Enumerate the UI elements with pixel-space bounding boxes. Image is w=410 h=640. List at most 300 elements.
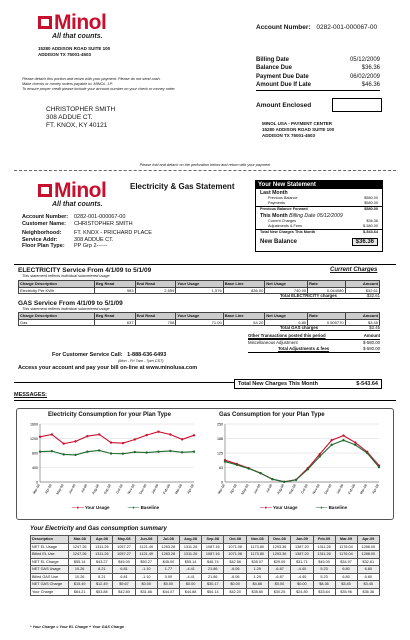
total-new-charges-label: Total New Charges This Month [238, 381, 318, 387]
data-point [39, 450, 41, 452]
table-cell: $3.45 [357, 581, 379, 589]
x-tick-label: Jan-09 [150, 483, 160, 495]
adjustments-label: Adjustments & Fees [268, 224, 302, 228]
x-tick-label: Mar-09 [174, 483, 184, 495]
perforation-line [14, 170, 396, 171]
data-point [366, 452, 368, 454]
data-point [224, 460, 226, 462]
table-cell: 1057.27 [113, 543, 135, 551]
table-header: Net Usage [265, 313, 308, 320]
table-cell: $32.61 [357, 558, 379, 566]
table-cell: 1.29 [246, 573, 268, 581]
data-point [62, 453, 64, 455]
online-access-link[interactable]: Access your account and pay your bill on-line at www.minolusa.com [18, 365, 198, 371]
legend-usage-swatch-icon: —●— [260, 505, 272, 510]
table-cell: 1176.04 [335, 543, 357, 551]
detach-note: Please fold and detach on the perforation below and return with your payment [139, 163, 271, 167]
table-header: Jul-08 [157, 536, 179, 544]
data-point [51, 433, 53, 435]
x-tick-label: Sep-08 [288, 483, 297, 495]
account-number-label: Account Number: [22, 214, 69, 220]
table-cell: 6.80 [265, 319, 308, 326]
table-cell: 1.77 [157, 566, 179, 574]
table-header: Amount [345, 313, 379, 320]
other-total-value: $-580.00 [363, 346, 380, 351]
divider [14, 382, 235, 383]
x-tick-label: Oct-08 [300, 483, 309, 495]
payments-value: $580.00 [364, 201, 378, 205]
table-row [31, 581, 380, 589]
table-cell: $44.07 [157, 588, 179, 596]
new-statement-box [255, 180, 383, 252]
data-point [193, 434, 195, 436]
table-cell: $0.00 [291, 581, 313, 589]
electricity-section-title: ELECTRICITY Service From 4/1/09 to 5/1/09 [18, 267, 152, 274]
data-point [122, 442, 124, 444]
neighborhood-label: Neighborhood: [22, 230, 62, 236]
data-point [145, 434, 147, 436]
electricity-total [280, 293, 380, 299]
table-cell: 1087.16 [202, 551, 224, 559]
data-point [110, 441, 112, 443]
gas-chart-title: Gas Consumption for your Plan Type [219, 412, 325, 418]
table-cell: 6.81 [113, 573, 135, 581]
other-row-label: Miscellaneous Adjustment [248, 340, 298, 345]
table-header: Jun-08 [135, 536, 157, 544]
table-cell: $24.80 [291, 588, 313, 596]
table-cell: NET EL Usage [31, 543, 69, 551]
table-cell: Electricity Per KWh [19, 287, 95, 294]
table-cell: -6.87 [268, 573, 290, 581]
amount-enclosed-label: Amount Enclosed [256, 102, 312, 109]
table-row [31, 558, 380, 566]
data-point [295, 479, 297, 481]
prev-forward-value: $580.00 [364, 207, 378, 211]
electricity-total-value: $32.61 [366, 293, 380, 298]
table-header: Dec-08 [268, 536, 290, 544]
table-cell: 1387.20 [291, 543, 313, 551]
table-cell: $8.36 [313, 581, 335, 589]
total-new-value: $-543.64 [363, 230, 378, 234]
table-cell: 10.26 [69, 573, 91, 581]
billing-date-value: 05/12/2009 [349, 57, 380, 63]
table-cell: 1263.28 [157, 551, 179, 559]
remit-to-address [262, 121, 334, 139]
x-tick-label: Mar-08 [32, 483, 41, 495]
y-tick-label: 250 [217, 422, 223, 427]
table-row [31, 543, 380, 551]
table-cell: -4.40 [291, 566, 313, 574]
x-tick-label: Aug-08 [276, 483, 286, 495]
table-header: Charge Description [19, 281, 95, 288]
data-point [378, 466, 380, 468]
data-point [62, 442, 64, 444]
x-tick-label: Nov-08 [311, 483, 321, 495]
legend-baseline [316, 505, 348, 510]
data-point [122, 453, 124, 455]
customer-name: CHRISTOPHER SMITH [46, 106, 116, 113]
table-cell: 1057.27 [113, 551, 135, 559]
x-tick-label: Feb-09 [162, 483, 172, 495]
table-cell: $55.14 [180, 558, 202, 566]
neighborhood-value: FT. KNOX - PRICHARD PLACE [74, 230, 152, 236]
brand-name: Minol [54, 179, 107, 202]
table-header: End Read [135, 281, 176, 288]
account-number-header [256, 24, 377, 31]
remit-to-line: ADDISON TX 75001-4503 [262, 133, 316, 138]
table-header: Base Line [223, 281, 265, 288]
customer-city: FT. KNOX, KY 40121 [46, 122, 108, 129]
table-header: Amount [345, 281, 379, 288]
table-cell: 6.80 [335, 566, 357, 574]
payment-due-value: 06/02/2009 [349, 73, 380, 80]
table-cell: 21.86 [202, 566, 224, 574]
table-cell: $0.00 [180, 581, 202, 589]
data-point [342, 439, 344, 441]
table-header: Nov-08 [246, 536, 268, 544]
data-point [307, 468, 309, 470]
x-tick-label: Jun-08 [252, 483, 262, 495]
table-cell: 6.80 [357, 573, 379, 581]
brand-tagline: All that counts. [52, 201, 103, 208]
table-cell: $53.88 [91, 588, 113, 596]
electricity-chart [20, 420, 200, 502]
x-tick-label: Feb-09 [347, 483, 357, 495]
gas-table [18, 312, 380, 326]
table-header: Base Line [223, 313, 265, 320]
table-cell: Billed EL Use [31, 551, 69, 559]
legend-baseline-swatch-icon: —●— [315, 505, 328, 510]
data-point [193, 450, 195, 452]
customer-name-label: Customer Name: [22, 220, 67, 227]
data-point [145, 451, 147, 453]
data-point [169, 450, 171, 452]
table-cell: 1387.20 [291, 551, 313, 559]
table-cell: 1071.08 [224, 551, 246, 559]
table-cell: 1121.49 [135, 543, 157, 551]
remit-to-line: 15280 ADDISON ROAD SUITE 100 [262, 127, 335, 132]
divider [14, 400, 396, 401]
service-addr-value: 308 ADDUE CT. [74, 236, 114, 243]
table-cell: 5.23 [313, 566, 335, 574]
table-cell: 5.23 [313, 573, 335, 581]
table-cell: 1311.26 [180, 551, 202, 559]
x-tick-label: Jul-08 [265, 483, 274, 494]
table-cell: 1311.26 [313, 551, 335, 559]
table-cell: 1311.26 [91, 543, 113, 551]
table-cell: 1293.36 [268, 551, 290, 559]
x-tick-label: May-08 [55, 483, 65, 496]
legend-baseline [128, 505, 160, 510]
current-charges-value: $36.36 [366, 219, 378, 223]
current-charges-heading: Current Charges [330, 267, 378, 273]
table-cell: $4.86 [246, 581, 268, 589]
table-cell: $0.00 [135, 581, 157, 589]
x-tick-label: Apr-09 [186, 483, 195, 495]
legend-usage-label: Your Usage [272, 505, 298, 510]
x-tick-label: May-08 [240, 483, 250, 496]
table-header: Apr-08 [91, 536, 113, 544]
table-header: Sep-08 [202, 536, 224, 544]
table-cell: NET EL Charge [31, 558, 69, 566]
billing-summary [256, 56, 380, 89]
table-cell: $12.49 [91, 581, 113, 589]
messages-label: MESSAGES: [14, 392, 48, 398]
account-label: Account Number: [256, 24, 311, 31]
table-cell: -1.10 [135, 573, 157, 581]
balance-due-value: $36.36 [361, 65, 380, 72]
table-cell: 2,559 [135, 287, 176, 294]
account-number-value: 0282-001-000067-00 [74, 214, 126, 220]
table-cell: 1263.28 [157, 543, 179, 551]
table-cell: 1293.36 [268, 543, 290, 551]
new-balance-label: New Balance [260, 239, 298, 245]
y-tick-label: 800 [32, 451, 38, 456]
table-cell: 0.044080 [308, 287, 345, 294]
x-tick-label: Apr-08 [229, 483, 238, 495]
account-details [22, 214, 152, 250]
payments-label: Payments [268, 201, 285, 205]
new-statement-title: Your New Statement [256, 181, 382, 189]
table-cell: $64.21 [69, 588, 91, 596]
table-header: Your Usage [176, 313, 223, 320]
y-tick-label: 125 [217, 451, 223, 456]
x-tick-label: Oct-08 [115, 483, 124, 495]
customer-name-value: CHRISTOPHER SMITH [74, 220, 133, 227]
table-cell: 1311.26 [313, 543, 335, 551]
table-cell: Billed GAS Use [31, 573, 69, 581]
table-header: Feb-09 [313, 536, 335, 544]
x-tick-label: Nov-08 [126, 483, 136, 495]
table-cell: 1173.80 [246, 551, 268, 559]
data-point [86, 450, 88, 452]
x-tick-label: Mar-08 [217, 483, 226, 495]
table-cell: $33.64 [313, 588, 335, 596]
table-cell: 1087.16 [202, 543, 224, 551]
data-point [271, 478, 273, 480]
adjustments-value: $-580.00 [363, 224, 378, 228]
new-balance-value: $36.36 [352, 238, 378, 246]
data-point [330, 444, 332, 446]
divider [256, 90, 380, 91]
table-cell: 21.86 [202, 573, 224, 581]
table-cell: 1173.80 [246, 543, 268, 551]
table-cell: 8.21 [91, 573, 113, 581]
table-cell: $42.20 [224, 588, 246, 596]
table-cell: 8.21 [91, 566, 113, 574]
cs-hours: (Mon - Fri 7am - 7pm CST) [118, 359, 164, 363]
logo-mark-icon [38, 16, 52, 29]
brand-tagline: All that counts. [52, 33, 103, 40]
last-month-label: Last Month [260, 190, 288, 196]
this-month-label: This Month [260, 213, 288, 219]
table-cell: $54.14 [202, 588, 224, 596]
gas-note: This statement reflects individual submetered usage [22, 307, 110, 311]
data-point [134, 451, 136, 453]
legend-usage [260, 505, 298, 510]
amount-late-label: Amount Due If Late [256, 81, 311, 88]
legend-usage [72, 505, 110, 510]
return-address [38, 46, 110, 58]
service-addr-label: Service Addr: [22, 236, 58, 243]
table-header: Your Usage [176, 281, 223, 288]
summary-title: Your Electricity and Gas consumption summary [30, 526, 167, 532]
gas-total-value: $3.45 [369, 325, 380, 330]
table-cell: $31.71 [291, 558, 313, 566]
x-tick-label: Jun-08 [67, 483, 77, 495]
current-charges-label: Current Charges [268, 219, 297, 223]
legend-usage-label: Your Usage [84, 505, 110, 510]
table-header: Jan-09 [291, 536, 313, 544]
table-header: Oct-08 [224, 536, 246, 544]
table-header: Mar-09 [335, 536, 357, 544]
electricity-legend [72, 505, 159, 510]
table-cell: Gas [19, 319, 95, 326]
table-cell: $43.27 [91, 558, 113, 566]
electricity-total-label: Total ELECTRICITY charges [280, 293, 337, 298]
total-new-charges-value: $-543.64 [356, 381, 378, 387]
table-cell: $30.25 [268, 588, 290, 596]
table-cell: 1247.26 [69, 543, 91, 551]
minol-logo-statement [38, 180, 106, 201]
floor-plan-label: Floor Plan Type: [22, 243, 65, 249]
table-cell: -4.41 [180, 573, 202, 581]
data-point [51, 450, 53, 452]
table-row [31, 573, 380, 581]
customer-service [52, 352, 166, 358]
statement-title: Electricity & Gas Statement [130, 182, 235, 191]
data-point [330, 439, 332, 441]
remit-note-line: To ensure proper credit please include your account number on your check or money order. [22, 87, 176, 91]
gas-total-label: Total GAS charges [280, 325, 319, 330]
x-tick-label: Jul-08 [80, 483, 89, 494]
electricity-note: This statement reflects individual submetered usage [22, 274, 110, 278]
table-cell: 1247.26 [69, 551, 91, 559]
table-cell: 1288.00 [357, 543, 379, 551]
table-cell: 708 [135, 319, 176, 326]
statement-billing-date-label: Billing Date [289, 213, 316, 219]
table-cell: $42.80 [113, 588, 135, 596]
other-amount-label: Amount [363, 333, 380, 338]
legend-usage-swatch-icon: —●— [72, 505, 84, 510]
x-tick-label: Dec-08 [138, 483, 148, 495]
table-header: Rate [308, 313, 345, 320]
table-cell: NET GAS Charge [31, 581, 69, 589]
remit-note-line: Make checks or money orders payable to: MINOL, LP. [22, 82, 113, 86]
summary-footnote: * Your Charge = Your EL Charge + Your GAS Charge [30, 625, 125, 629]
payment-due-label: Payment Due Date [256, 73, 309, 80]
table-cell: -6.87 [268, 566, 290, 574]
table-cell: $35.96 [335, 588, 357, 596]
table-cell: 983 [94, 287, 135, 294]
table-cell: $3.45 [335, 581, 357, 589]
data-point [354, 441, 356, 443]
table-cell: $42.56 [224, 558, 246, 566]
table-cell: -4.41 [180, 566, 202, 574]
balance-due-label: Balance Due [256, 65, 293, 72]
table-cell: 10.26 [69, 566, 91, 574]
table-cell: 740.00 [265, 287, 308, 294]
gas-chart [205, 420, 385, 502]
table-cell: 6.81 [113, 566, 135, 574]
table-cell: 637 [94, 319, 135, 326]
table-cell: $30.17 [202, 581, 224, 589]
x-tick-label: Aug-08 [91, 483, 101, 495]
table-header: Beg Read [94, 281, 135, 288]
table-cell: -6.06 [224, 566, 246, 574]
legend-baseline-swatch-icon: —●— [127, 505, 140, 510]
table-cell: 1176.04 [335, 551, 357, 559]
floor-plan-value: PP Grp 2------ [74, 243, 108, 249]
table-row [31, 551, 380, 559]
summary-table [30, 535, 380, 596]
table-cell: 1071.08 [224, 543, 246, 551]
return-address-line: 15280 ADDISON ROAD SUITE 100 [38, 46, 111, 51]
table-cell: $35.80 [246, 588, 268, 596]
data-point [98, 449, 100, 451]
table-cell: $34.97 [335, 558, 357, 566]
data-point [157, 431, 159, 433]
table-cell: 6.80 [357, 566, 379, 574]
other-total-label: Total Adjustments & fees [278, 346, 330, 351]
x-tick-label: Apr-08 [44, 483, 53, 495]
x-tick-label: Jan-09 [335, 483, 345, 495]
table-cell: $50.27 [135, 558, 157, 566]
data-point [354, 444, 356, 446]
gas-section-title: GAS Service From 4/1/09 to 5/1/09 [18, 300, 123, 307]
brand-name: Minol [54, 11, 107, 34]
data-point [169, 433, 171, 435]
table-cell: $36.36 [357, 588, 379, 596]
gas-legend [260, 505, 347, 510]
table-row [31, 566, 380, 574]
table-cell: $46.74 [202, 558, 224, 566]
table-cell: 1.29 [246, 566, 268, 574]
table-cell: 71.00 [176, 319, 223, 326]
electricity-table [18, 280, 380, 294]
table-cell: 1311.26 [91, 551, 113, 559]
customer-address [46, 106, 115, 130]
table-cell: -1.10 [135, 566, 157, 574]
table-header: Charge Description [19, 313, 95, 320]
table-cell: 6.80 [335, 573, 357, 581]
summary-header-row [31, 536, 380, 544]
table-header: Net Usage [265, 281, 308, 288]
table-header: Aug-08 [180, 536, 202, 544]
cs-phone: 1-888-636-6493 [127, 352, 167, 358]
series-line [225, 440, 379, 482]
table-header: May-08 [113, 536, 135, 544]
y-tick-label: 0 [221, 480, 223, 485]
table-cell: $55.14 [69, 558, 91, 566]
y-tick-label: 400 [32, 465, 38, 470]
table-cell: 1288.00 [357, 551, 379, 559]
data-point [86, 435, 88, 437]
data-point [247, 467, 249, 469]
table-row [31, 588, 380, 596]
table-cell: -6.06 [224, 573, 246, 581]
table-cell: $0.00 [157, 581, 179, 589]
data-point [157, 450, 159, 452]
table-header: Description [31, 536, 69, 544]
legend-baseline-label: Baseline [140, 505, 160, 510]
amount-enclosed-input[interactable] [332, 98, 382, 112]
other-title: Other Transactions posted this period [248, 333, 326, 338]
table-cell: NET GAS Usage [31, 566, 69, 574]
data-point [319, 455, 321, 457]
table-cell: 0.00 [157, 573, 179, 581]
remit-note [22, 77, 222, 92]
